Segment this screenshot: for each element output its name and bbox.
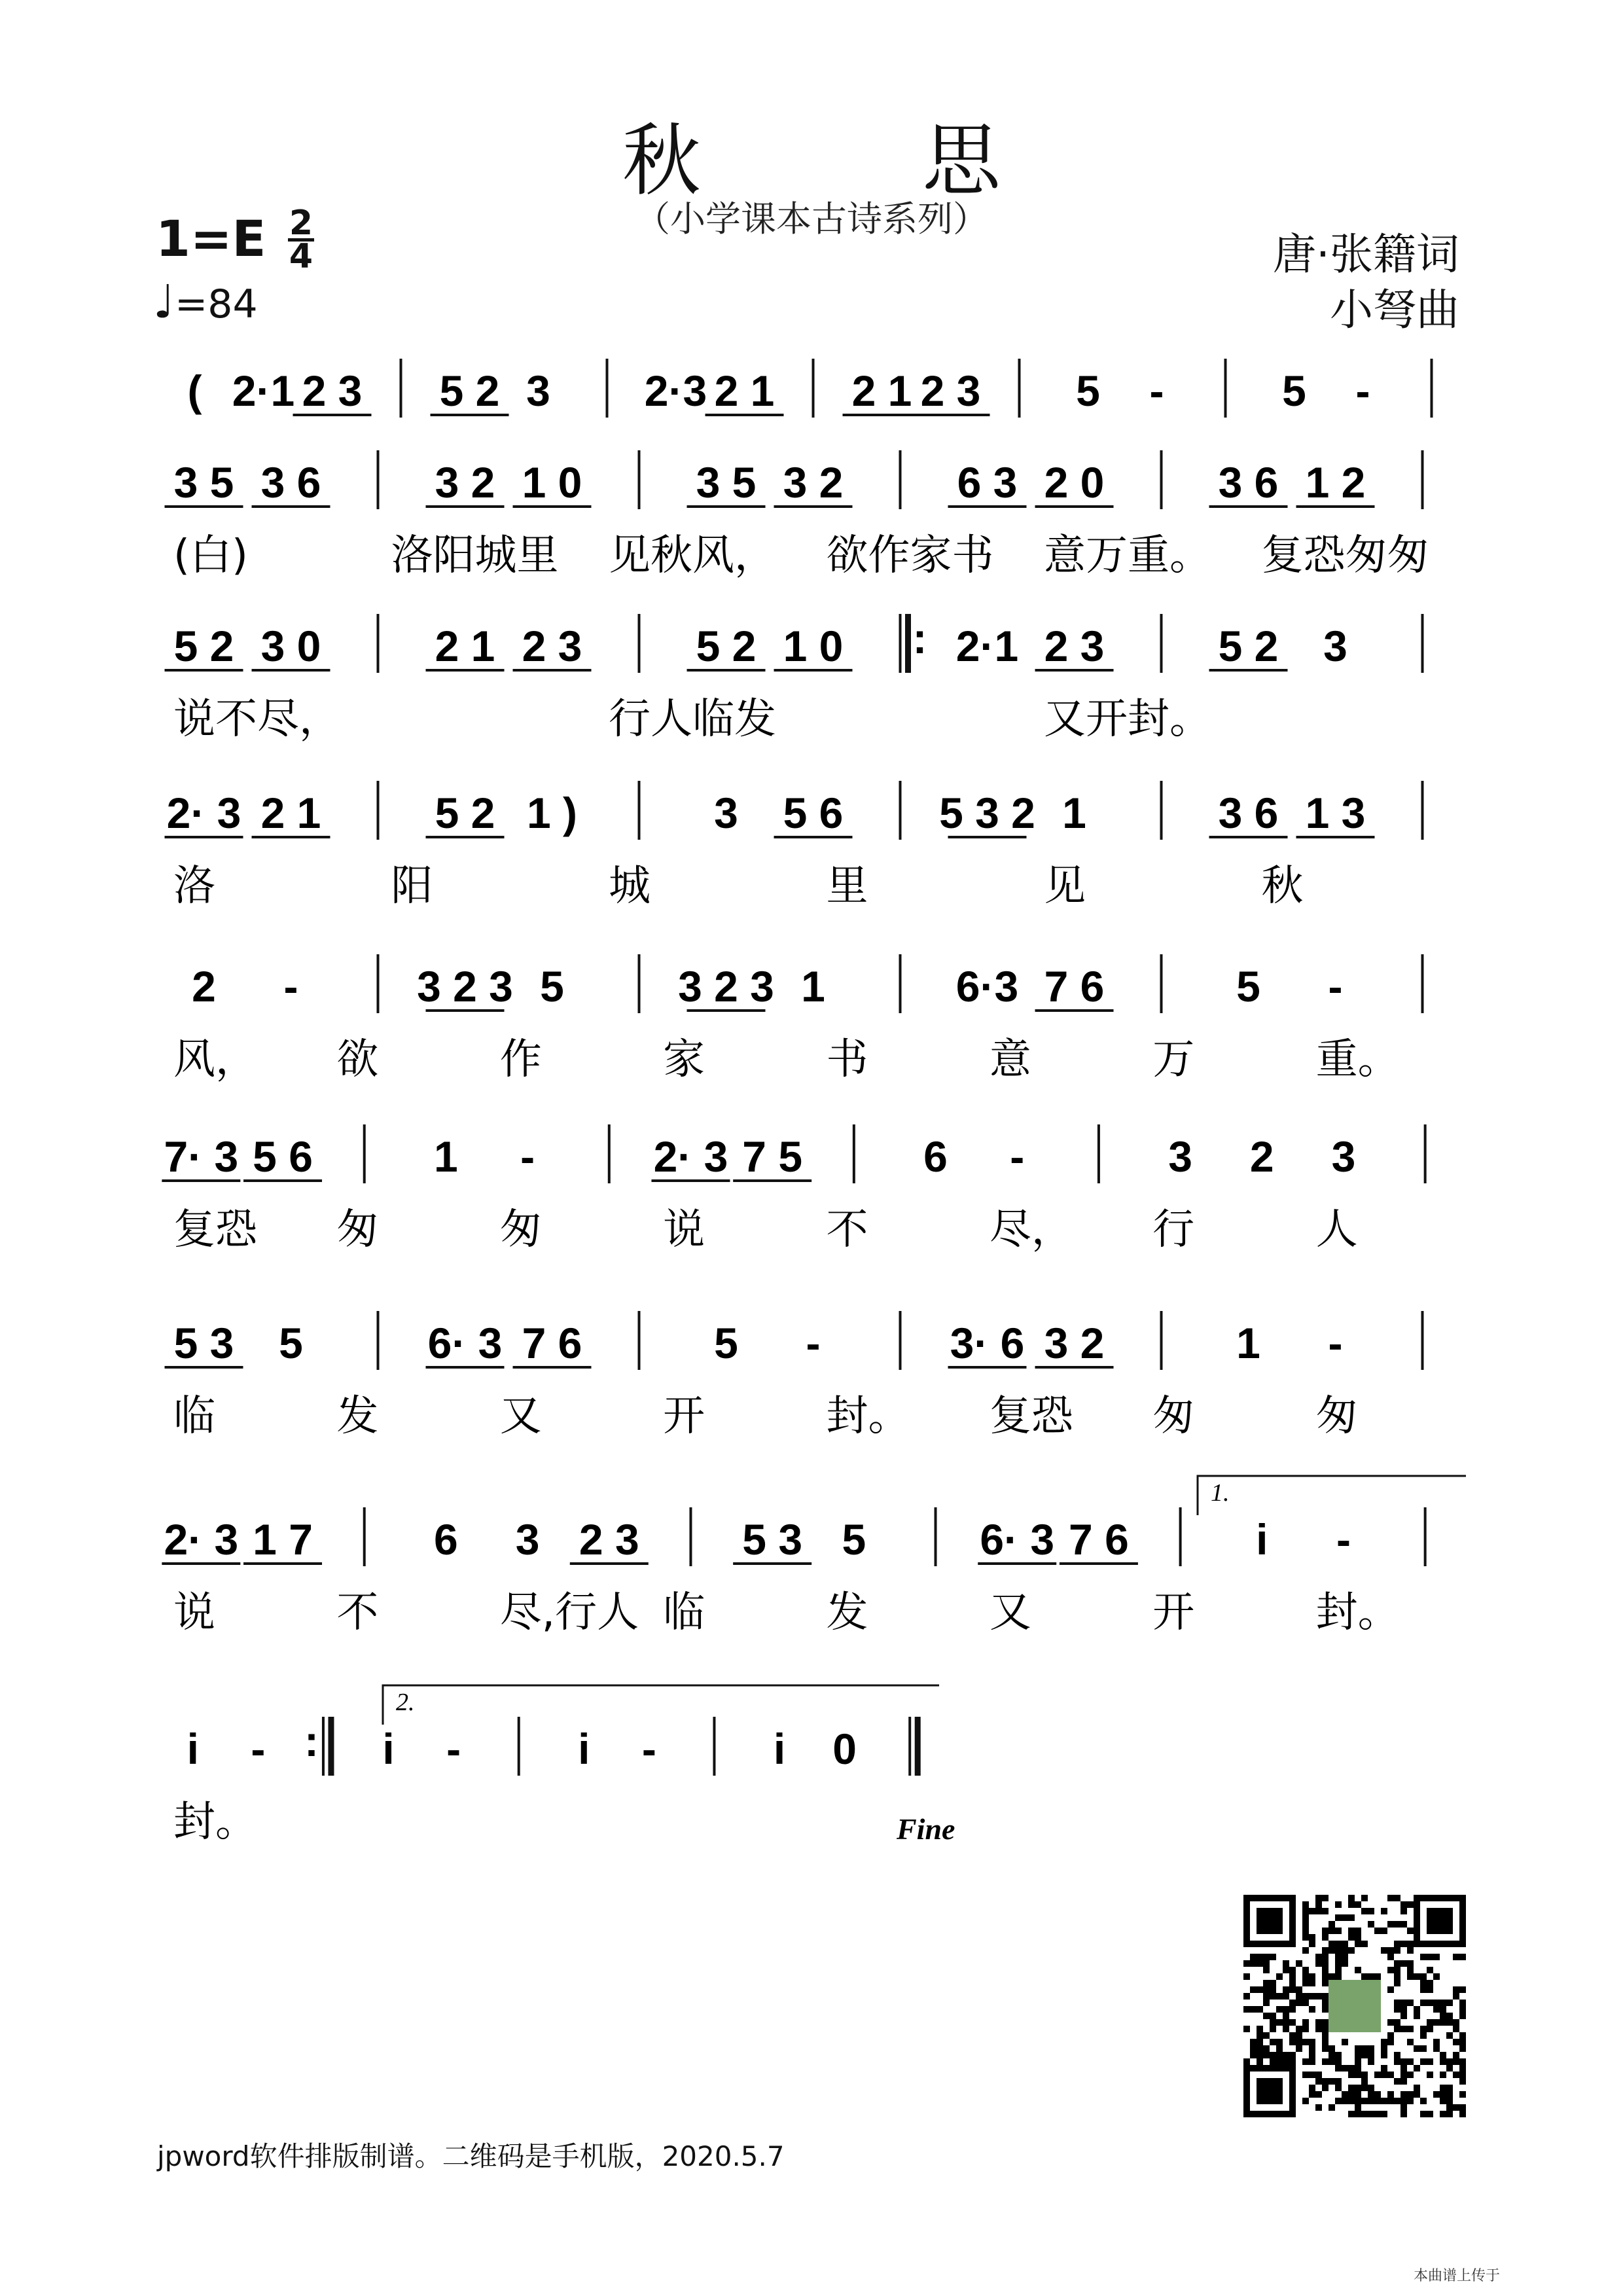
lyric-text: 封。 <box>1315 1588 1400 1637</box>
score-note: 5 <box>842 1515 866 1564</box>
score-note: i <box>578 1725 590 1773</box>
lyric-text: 发 <box>336 1392 379 1441</box>
score-note: 3 <box>526 367 550 415</box>
score-note: 3 6 <box>1218 789 1279 837</box>
time-bottom: 4 <box>289 237 313 276</box>
time-top: 2 <box>289 204 313 243</box>
score-note: i <box>773 1725 786 1773</box>
lyric-text: 欲 <box>336 1035 379 1084</box>
score-note: - <box>806 1319 821 1367</box>
lyric-text: 说 <box>663 1206 705 1254</box>
score-note: 5 6 <box>253 1132 313 1181</box>
score-note: - <box>251 1725 266 1773</box>
score-note: - <box>1328 1319 1343 1367</box>
quarter-note-icon: ♩ <box>153 275 175 329</box>
lyric-text: 书 <box>826 1035 868 1084</box>
score-note: 3 2 3 <box>678 962 774 1011</box>
score-note: 3 <box>515 1515 540 1564</box>
lyric-text: 秋 <box>1261 862 1304 910</box>
score-note: 2 3 <box>920 367 981 415</box>
score-note: 2 1 <box>260 789 321 837</box>
score-note: 2 1 <box>714 367 775 415</box>
lyric-text: 不 <box>336 1588 379 1637</box>
score-note: 1 3 <box>1305 789 1366 837</box>
score-note: 5 <box>279 1319 303 1367</box>
lyric-text: 风， <box>173 1035 257 1084</box>
tempo-value: =84 <box>175 281 258 327</box>
lyric-text: 万 <box>1152 1035 1195 1084</box>
score-note: 2 1 <box>851 367 912 415</box>
score-note: - <box>1336 1515 1351 1564</box>
lyricist: 唐·张籍词 <box>1273 229 1459 279</box>
score-note: 5 2 <box>439 367 500 415</box>
lyric-text: 洛阳城里 <box>391 531 559 580</box>
score-note: 5 2 <box>435 789 495 837</box>
avatar <box>1329 1980 1381 2032</box>
score-note: 5 6 <box>783 789 844 837</box>
lyric-text: 又 <box>989 1588 1031 1637</box>
score-note: i <box>187 1725 199 1773</box>
lyric-text: 匆 <box>1152 1392 1195 1441</box>
score-note: 1 <box>1236 1319 1260 1367</box>
score-note: 2·1 <box>232 367 295 415</box>
score-note: 6· 3 <box>980 1515 1055 1564</box>
score-note: 2 3 <box>1044 622 1105 670</box>
lyric-text: 又 <box>499 1392 542 1441</box>
score-note: 2 3 <box>522 622 582 670</box>
score-note: - <box>1010 1132 1025 1181</box>
score-note: 3 <box>1331 1132 1356 1181</box>
score-note: 6 <box>923 1132 948 1181</box>
lyric-text: 临 <box>663 1588 705 1637</box>
score-note: 2· 3 <box>164 1515 239 1564</box>
score-note: - <box>641 1725 656 1773</box>
score-note: 6· 3 <box>427 1319 503 1367</box>
score-note: i <box>1256 1515 1268 1564</box>
lyric-text: 不 <box>826 1206 868 1254</box>
lyric-text: 行人临发 <box>609 695 776 744</box>
score-note: 3 <box>714 789 738 837</box>
score-note: 7 6 <box>1044 962 1105 1011</box>
score-note: 7· 3 <box>164 1132 239 1181</box>
volta-number: 1. <box>1211 1479 1230 1507</box>
score-note: - <box>1149 367 1164 415</box>
score-note: 3 5 <box>696 458 757 507</box>
score-note: 1 <box>434 1132 458 1181</box>
key-signature: 1=E <box>156 209 266 268</box>
score-note: 1 7 <box>253 1515 313 1564</box>
qr-code-icon <box>1237 1888 1472 2124</box>
score-note: 7 5 <box>742 1132 803 1181</box>
score-note: 5 2 <box>1218 622 1279 670</box>
score-note: 3 <box>1168 1132 1192 1181</box>
score-note: 1 0 <box>783 622 844 670</box>
score-note: 2 <box>1249 1132 1274 1181</box>
score-note: 5 3 2 <box>939 789 1035 837</box>
lyric-text: 见 <box>1044 862 1086 910</box>
lyric-text: 洛 <box>173 862 215 910</box>
lyric-text: 行 <box>1152 1206 1195 1254</box>
subtitle: （小学课本古诗系列） <box>635 198 988 240</box>
score-note: 5 2 <box>696 622 757 670</box>
lyric-text: 开 <box>1152 1588 1195 1637</box>
score-note: 5 <box>714 1319 738 1367</box>
score-note: 3 <box>1323 622 1347 670</box>
lyric-text: 城 <box>609 862 651 910</box>
score-note: - <box>1355 367 1370 415</box>
score-note: 5 <box>1236 962 1260 1011</box>
score-note: 6 <box>434 1515 458 1564</box>
composer: 小弩曲 <box>1330 285 1459 335</box>
lyric-text: 意 <box>989 1035 1031 1084</box>
lyric-text: 尽， <box>989 1206 1073 1254</box>
repeat-dots: : <box>912 614 927 662</box>
score-note: 1 ) <box>526 789 578 837</box>
score-note: 5 <box>1076 367 1100 415</box>
score-note: 1 <box>1062 789 1086 837</box>
score-note: 2·3 <box>644 367 707 415</box>
score-note: 1 0 <box>522 458 582 507</box>
lyric-text: 匆 <box>336 1206 379 1254</box>
fine-mark: Fine <box>897 1812 955 1846</box>
score-note: 2 3 <box>579 1515 639 1564</box>
volta-bracket <box>383 1685 939 1725</box>
lyric-text: 复恐匆匆 <box>1261 531 1429 580</box>
score-note: 5 3 <box>173 1319 234 1367</box>
score-note: 0 <box>832 1725 857 1773</box>
score-note: 2 1 <box>435 622 495 670</box>
score-note: 3 6 <box>1218 458 1279 507</box>
score-note: 2 0 <box>1044 458 1105 507</box>
lyric-text: 作 <box>499 1035 542 1084</box>
lyric-text: 尽,行人 <box>499 1588 639 1637</box>
repeat-dots: : <box>304 1717 319 1765</box>
score-note: 2·1 <box>955 622 1019 670</box>
score-note: 5 2 <box>173 622 234 670</box>
lyric-text: 匆 <box>499 1206 542 1254</box>
lyric-text: 封。 <box>173 1798 257 1846</box>
score-note: - <box>446 1725 461 1773</box>
score-note: 2 <box>192 962 216 1011</box>
lyric-text: 开 <box>663 1392 705 1441</box>
score-note: 3 2 3 <box>417 962 513 1011</box>
lyric-text: 复恐 <box>173 1206 257 1254</box>
score-note: - <box>520 1132 535 1181</box>
score-note: 3 6 <box>260 458 321 507</box>
score-note: 6·3 <box>955 962 1019 1011</box>
lyric-text: 说不尽， <box>173 695 341 744</box>
score-note: 2· 3 <box>166 789 241 837</box>
score-note: 3 2 <box>1044 1319 1105 1367</box>
lyric-text: 又开封。 <box>1044 695 1211 744</box>
lyric-text: 匆 <box>1315 1392 1358 1441</box>
lyric-text: 人 <box>1315 1206 1358 1254</box>
lyric-text: (白) <box>173 531 248 580</box>
score-note: 2 3 <box>302 367 363 415</box>
lyric-text: 重。 <box>1315 1035 1400 1084</box>
lyric-text: 欲作家书 <box>826 531 994 580</box>
score-note: 2· 3 <box>653 1132 728 1181</box>
score-note: 7 6 <box>1069 1515 1129 1564</box>
lyric-text: 复恐 <box>989 1392 1073 1441</box>
score-note: 3· 6 <box>950 1319 1025 1367</box>
lyric-text: 封。 <box>826 1392 910 1441</box>
footer-note: jpword软件排版制谱。二维码是手机版，2020.5.7 <box>157 2140 785 2172</box>
score-note: 5 <box>1282 367 1306 415</box>
page-title: 秋 思 <box>622 116 1099 207</box>
score-note: i <box>382 1725 395 1773</box>
score-note: 1 2 <box>1305 458 1366 507</box>
volta-number: 2. <box>396 1689 415 1716</box>
lyric-text: 说 <box>173 1588 215 1637</box>
score-note: 3 0 <box>260 622 321 670</box>
lyric-text: 家 <box>663 1035 705 1084</box>
score-note: ( <box>187 367 202 415</box>
score-note: - <box>283 962 298 1011</box>
lyric-text: 阳 <box>391 862 433 910</box>
score-note: 5 3 <box>742 1515 803 1564</box>
score-note: 6 3 <box>957 458 1018 507</box>
score-note: 1 <box>801 962 825 1011</box>
score-note: 5 <box>540 962 564 1011</box>
lyric-text: 里 <box>826 862 868 910</box>
score-note: 3 2 <box>783 458 844 507</box>
upload-credit: 本曲谱上传于 <box>1414 2268 1501 2284</box>
lyric-text: 发 <box>826 1588 868 1637</box>
score-note: 7 6 <box>522 1319 582 1367</box>
lyric-text: 意万重。 <box>1044 531 1211 580</box>
lyric-text: 临 <box>173 1392 215 1441</box>
score-note: - <box>1328 962 1343 1011</box>
score-note: 3 2 <box>435 458 495 507</box>
lyric-text: 见秋风， <box>609 531 776 580</box>
score-note: 3 5 <box>173 458 234 507</box>
